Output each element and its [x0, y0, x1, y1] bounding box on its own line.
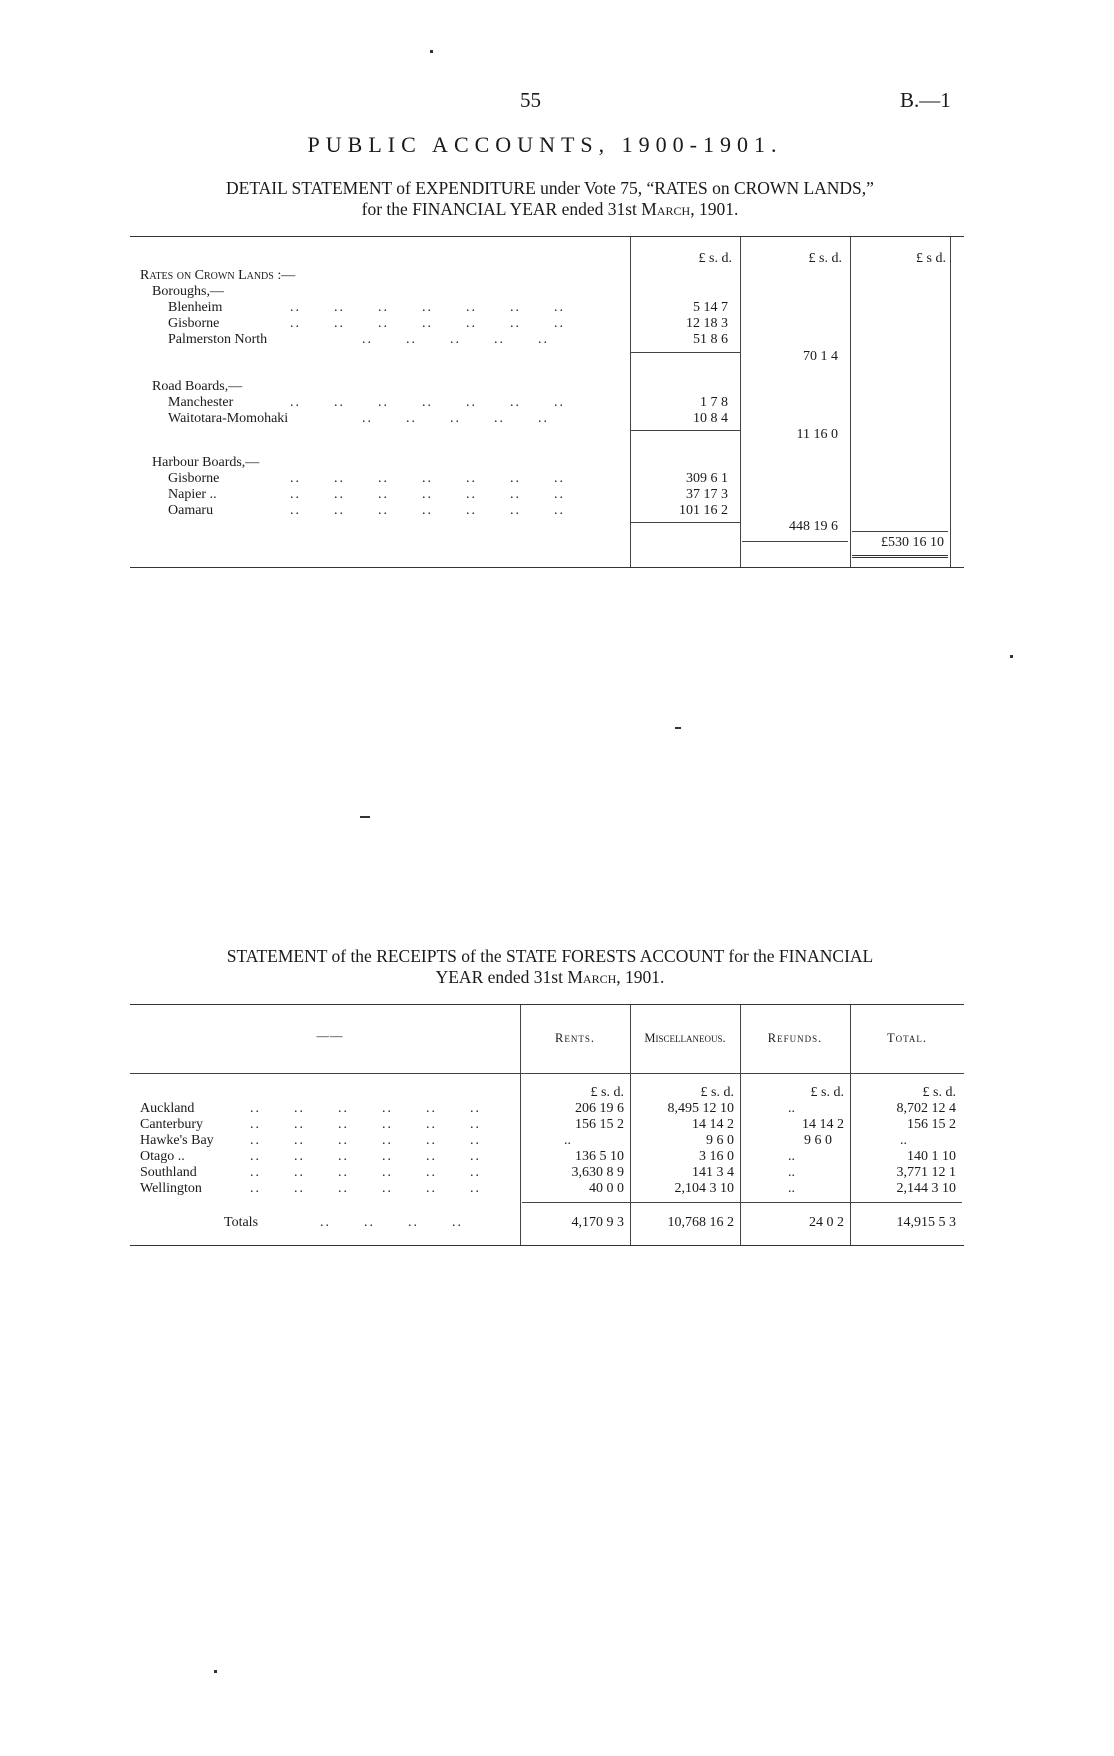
- statement1-heading-line2: [120, 199, 980, 220]
- cell-rents: 3,630 8 9: [571, 1165, 624, 1180]
- cell-refunds: ..: [788, 1165, 795, 1180]
- leader-dots: .. .. .. .. .. .. ..: [290, 487, 565, 502]
- total-rents: 4,170 9 3: [571, 1215, 624, 1230]
- column-header-rents: Rents.: [555, 1031, 595, 1045]
- cell-refunds: 9 6 0: [804, 1133, 832, 1148]
- item-name: Blenheim: [168, 300, 223, 315]
- subtotal-rule: [630, 522, 740, 523]
- page-reference: B.—1: [900, 88, 951, 112]
- statement1-heading-line1: DETAIL STATEMENT of EXPENDITURE under Vote 75, “RATES on CROWN LANDS,”: [226, 178, 874, 198]
- cell-rents: 136 5 10: [575, 1149, 624, 1164]
- column-rule: [850, 237, 851, 567]
- heading-text: for the FINANCIAL YEAR ended 31st: [361, 199, 642, 219]
- row-name: Hawke's Bay: [140, 1133, 214, 1148]
- item-amount: 1 7 8: [700, 395, 728, 410]
- grand-total: £530 16 10: [881, 535, 944, 550]
- totals-label: Totals: [224, 1215, 259, 1230]
- scan-speck: [360, 816, 370, 818]
- unit-header: £ s. d.: [590, 1085, 624, 1100]
- page-title: PUBLIC ACCOUNTS, 1900-1901.: [307, 132, 783, 157]
- column-rule: [950, 237, 951, 567]
- item-amount: 309 6 1: [686, 471, 728, 486]
- unit-header: £ s. d.: [810, 1085, 844, 1100]
- cell-rents: 206 19 6: [575, 1101, 624, 1116]
- group-label: Road Boards,—: [152, 379, 243, 394]
- item-name: Palmerston North: [168, 332, 268, 347]
- group-subtotal: 448 19 6: [789, 519, 838, 534]
- scan-speck: [430, 50, 433, 53]
- scan-speck: [1010, 655, 1013, 658]
- expenditure-table: [130, 236, 964, 568]
- subtotal-rule: [742, 541, 848, 542]
- item-name: Oamaru: [168, 503, 214, 518]
- heading-month: March: [567, 967, 617, 987]
- cell-total: ..: [900, 1133, 907, 1148]
- total-double-rule: [852, 555, 948, 558]
- heading-text: YEAR ended 31st: [435, 967, 568, 987]
- cell-total: 2,144 3 10: [896, 1181, 956, 1196]
- subtotal-rule: [630, 352, 740, 353]
- group-subtotal: 70 1 4: [803, 349, 838, 364]
- cell-rents: 40 0 0: [589, 1181, 624, 1196]
- item-name: Waitotara-Momohaki: [168, 411, 289, 426]
- group-subtotal: 11 16 0: [796, 427, 838, 442]
- leader-dots: .. .. .. .. .. ..: [250, 1117, 481, 1132]
- leader-dots: .. .. .. .. .. .. ..: [290, 395, 565, 410]
- total-rule: [852, 531, 948, 532]
- unit-header: £ s. d.: [922, 1085, 956, 1100]
- leader-dots: .. .. .. .. ..: [362, 411, 549, 426]
- cell-refunds: ..: [788, 1149, 795, 1164]
- leader-dots: .. .. .. ..: [320, 1215, 463, 1230]
- statement1-heading: [120, 178, 980, 220]
- leader-dots: .. .. .. .. .. ..: [250, 1181, 481, 1196]
- item-name: Napier ..: [168, 487, 217, 502]
- cell-rents: ..: [564, 1133, 571, 1148]
- column-header-miscellaneous: Miscellaneous.: [644, 1031, 726, 1045]
- cell-refunds: ..: [788, 1181, 795, 1196]
- heading-text: , 1901.: [690, 199, 739, 219]
- currency-header: £ s. d.: [808, 251, 842, 266]
- totals-rule: [522, 1202, 962, 1203]
- cell-misc: 14 14 2: [692, 1117, 734, 1132]
- row-name: Otago ..: [140, 1149, 185, 1164]
- column-rule: [630, 237, 631, 567]
- item-name: Gisborne: [168, 316, 220, 331]
- currency-header: £ s d.: [916, 251, 946, 266]
- total-refunds: 24 0 2: [809, 1215, 844, 1230]
- row-name: Canterbury: [140, 1117, 203, 1132]
- leader-dots: .. .. .. .. ..: [362, 332, 549, 347]
- leader-dots: .. .. .. .. .. ..: [250, 1133, 481, 1148]
- cell-total: 8,702 12 4: [896, 1101, 956, 1116]
- item-amount: 5 14 7: [693, 300, 728, 315]
- cell-misc: 8,495 12 10: [667, 1101, 734, 1116]
- leader-dots: .. .. .. .. .. .. ..: [290, 300, 565, 315]
- total-total: 14,915 5 3: [896, 1215, 956, 1230]
- item-name: Manchester: [168, 395, 234, 410]
- item-amount: 37 17 3: [686, 487, 728, 502]
- row-name: Southland: [140, 1165, 197, 1180]
- cell-misc: 9 6 0: [706, 1133, 734, 1148]
- item-amount: 12 18 3: [686, 316, 728, 331]
- group-label: Harbour Boards,—: [152, 455, 260, 470]
- cell-refunds: ..: [788, 1101, 795, 1116]
- heading-month: March: [641, 199, 691, 219]
- heading-text: , 1901.: [616, 967, 665, 987]
- column-header-refunds: Refunds.: [767, 1031, 823, 1045]
- statement2-heading-line2: [120, 967, 980, 988]
- cell-misc: 2,104 3 10: [674, 1181, 734, 1196]
- total-misc: 10,768 16 2: [667, 1215, 734, 1230]
- leader-dots: .. .. .. .. .. .. ..: [290, 503, 565, 518]
- column-rule: [740, 237, 741, 567]
- item-amount: 51 8 6: [693, 332, 728, 347]
- currency-header: £ s. d.: [698, 251, 732, 266]
- subtotal-rule: [630, 430, 740, 431]
- column-header-label: ——: [316, 1029, 344, 1043]
- item-amount: 10 8 4: [693, 411, 728, 426]
- unit-header: £ s. d.: [700, 1085, 734, 1100]
- page-number: 55: [520, 88, 541, 112]
- item-name: Gisborne: [168, 471, 220, 486]
- leader-dots: .. .. .. .. .. ..: [250, 1165, 481, 1180]
- leader-dots: .. .. .. .. .. ..: [250, 1149, 481, 1164]
- item-amount: 101 16 2: [679, 503, 728, 518]
- cell-rents: 156 15 2: [575, 1117, 624, 1132]
- receipts-table: [130, 1004, 964, 1246]
- leader-dots: .. .. .. .. .. .. ..: [290, 316, 565, 331]
- column-header-total: Total.: [886, 1031, 928, 1045]
- scan-speck: [214, 1670, 217, 1673]
- statement2-heading: [120, 946, 980, 988]
- header-rule: [130, 1073, 964, 1074]
- cell-total: 156 15 2: [907, 1117, 956, 1132]
- leader-dots: .. .. .. .. .. ..: [250, 1101, 481, 1116]
- row-name: Wellington: [140, 1181, 202, 1196]
- cell-refunds: 14 14 2: [802, 1117, 844, 1132]
- cell-total: 140 1 10: [907, 1149, 956, 1164]
- statement2-heading-line1: STATEMENT of the RECEIPTS of the STATE FORESTS ACCOUNT for the FINANCIAL: [226, 946, 874, 966]
- cell-misc: 141 3 4: [692, 1165, 734, 1180]
- row-name: Auckland: [140, 1101, 195, 1116]
- leader-dots: .. .. .. .. .. .. ..: [290, 471, 565, 486]
- group-label: Boroughs,—: [152, 284, 224, 299]
- cell-total: 3,771 12 1: [896, 1165, 956, 1180]
- scan-speck: [675, 727, 681, 729]
- section-title: Rates on Crown Lands :—: [140, 268, 296, 283]
- cell-misc: 3 16 0: [699, 1149, 734, 1164]
